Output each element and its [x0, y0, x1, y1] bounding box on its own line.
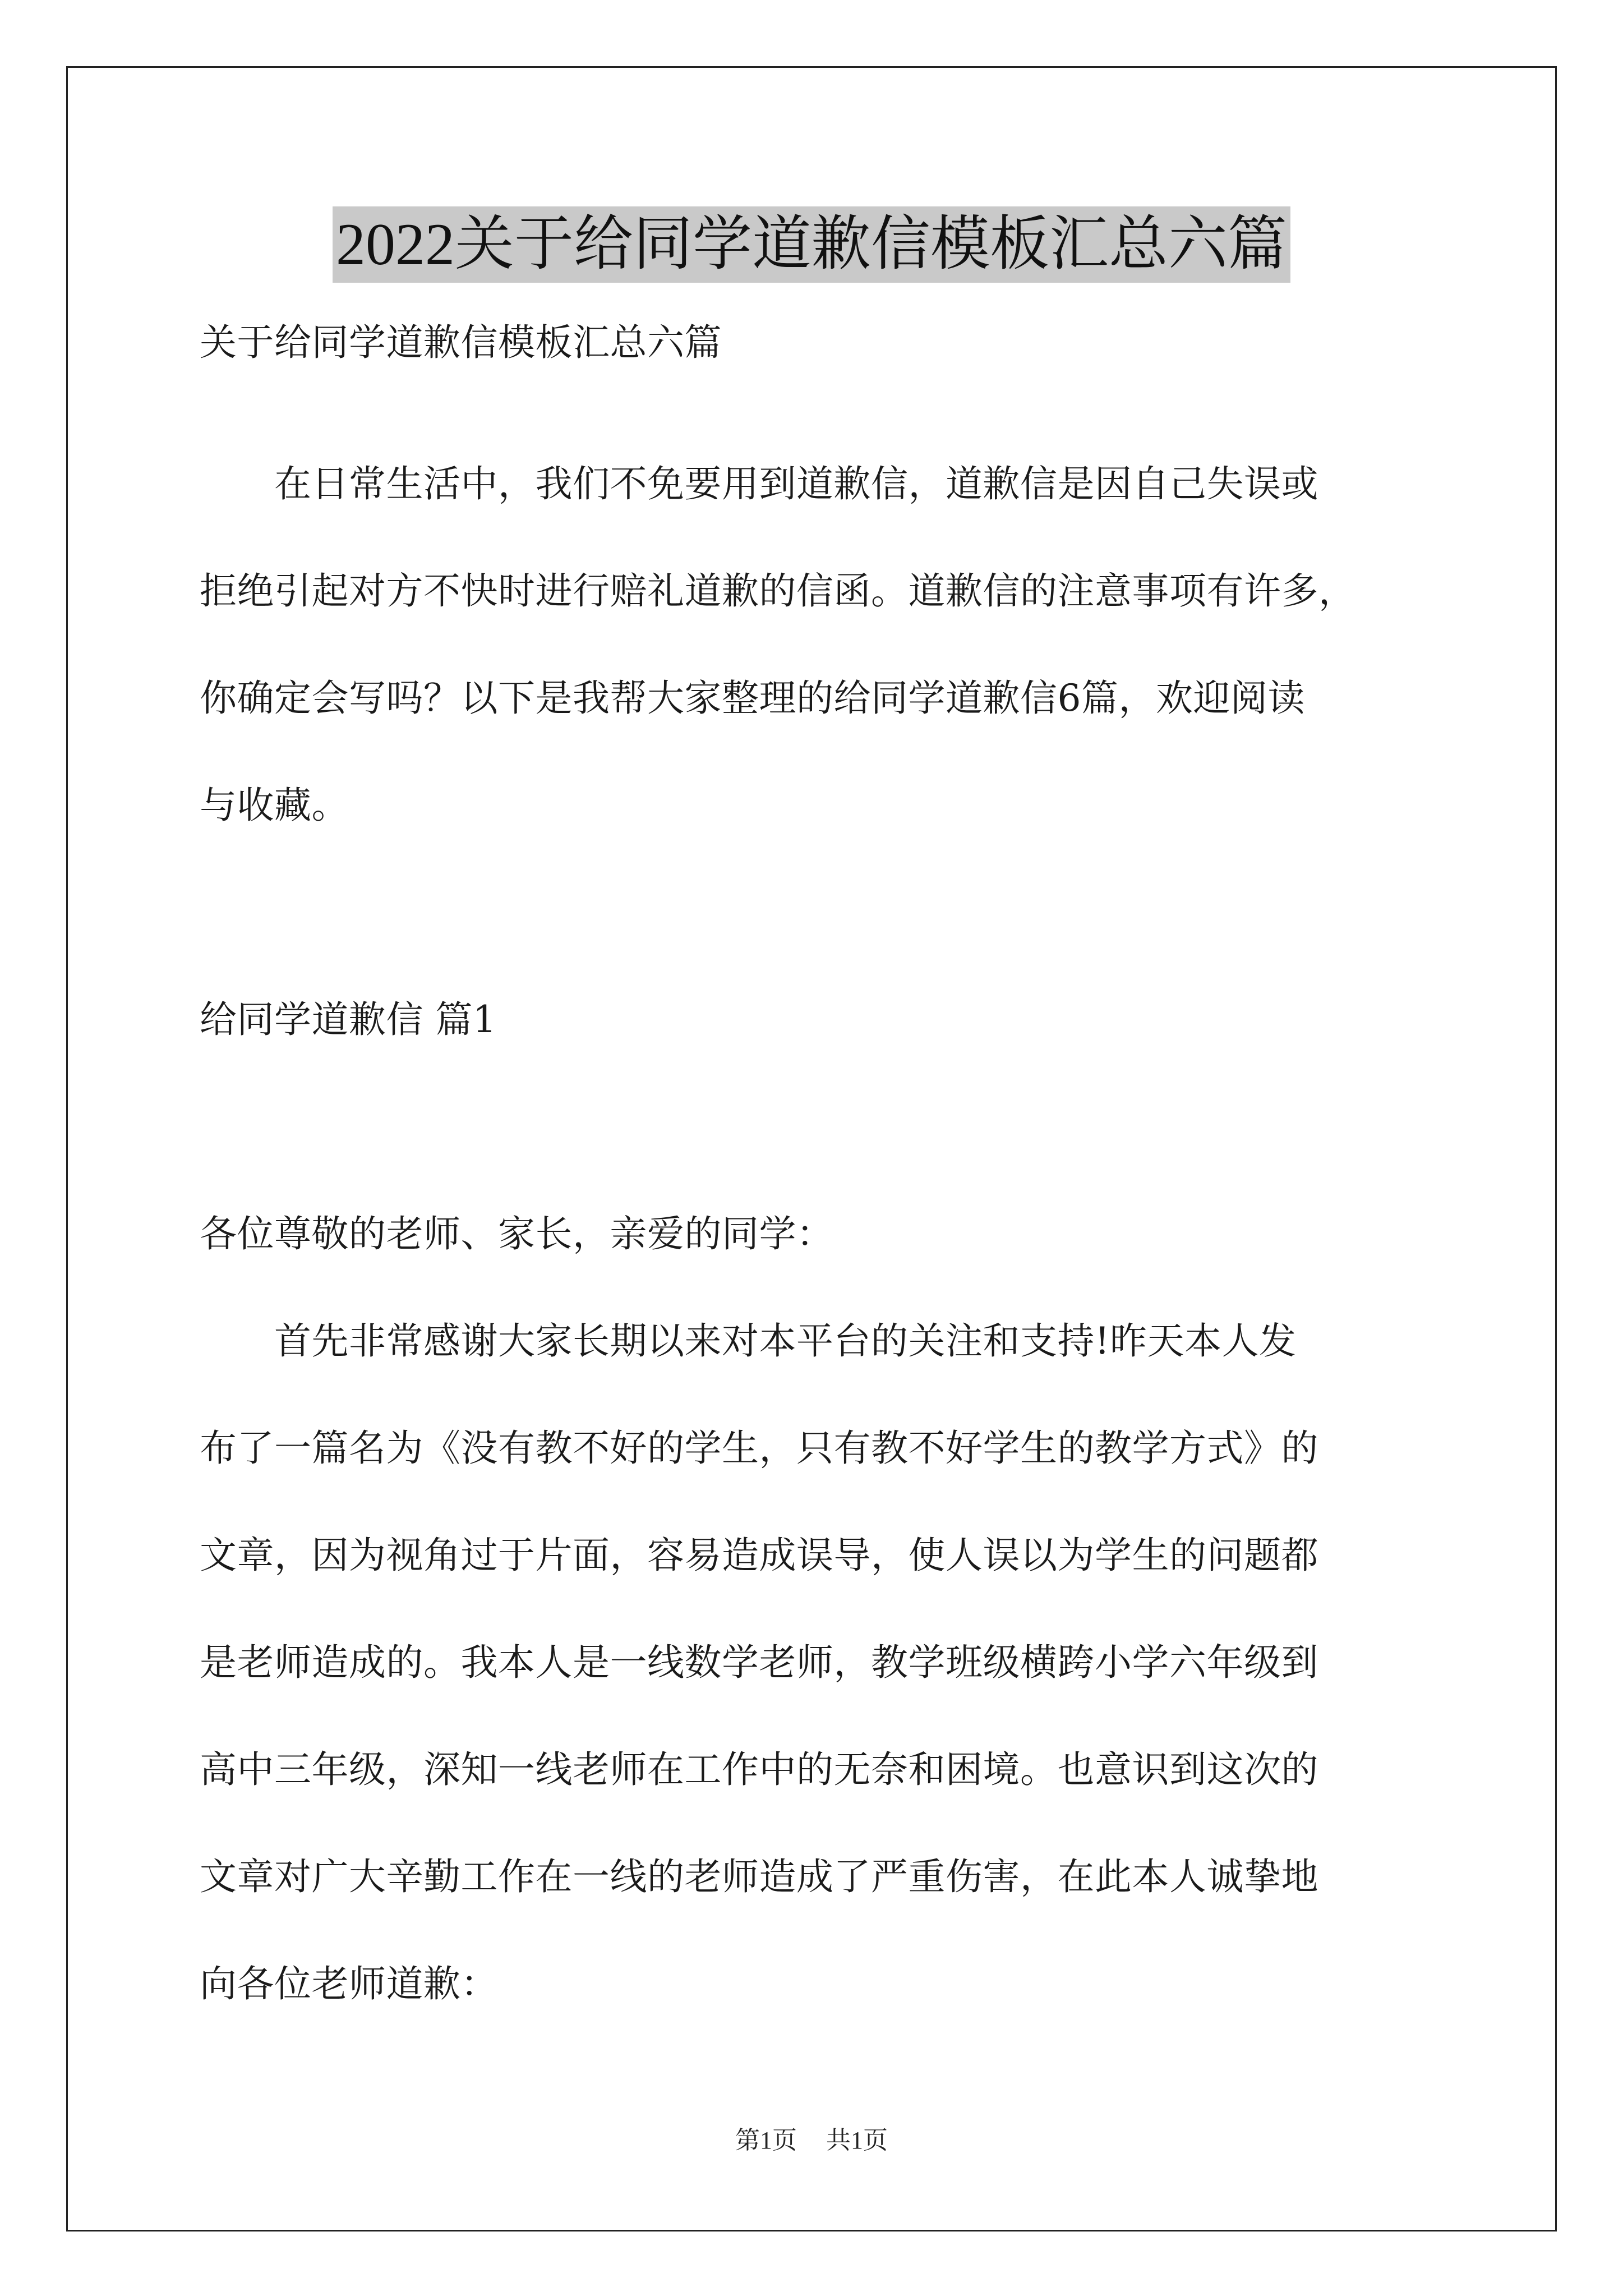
title-container	[0, 206, 1623, 283]
page-border	[66, 66, 1557, 2231]
section-heading: 给同学道歉信 篇1	[200, 998, 497, 1041]
body-line-1: 首先非常感谢大家长期以来对本平台的关注和支持!昨天本人发	[200, 1319, 1297, 1363]
body-line-4: 是老师造成的。我本人是一线数学老师，教学班级横跨小学六年级到	[200, 1641, 1318, 1684]
document-title: 2022关于给同学道歉信模板汇总六篇	[333, 206, 1290, 283]
body-line-3: 文章，因为视角过于片面，容易造成误导，使人误以为学生的问题都	[200, 1534, 1318, 1577]
page-number-current: 第1页	[735, 2127, 797, 2154]
intro-line-3: 你确定会写吗？以下是我帮大家整理的给同学道歉信6篇，欢迎阅读	[200, 677, 1305, 720]
body-line-5: 高中三年级，深知一线老师在工作中的无奈和困境。也意识到这次的	[200, 1748, 1318, 1791]
body-line-6: 文章对广大辛勤工作在一线的老师造成了严重伤害，在此本人诚挚地	[200, 1855, 1318, 1898]
body-line-2: 布了一篇名为《没有教不好的学生，只有教不好学生的教学方式》的	[200, 1427, 1318, 1470]
document-subtitle: 关于给同学道歉信模板汇总六篇	[200, 321, 722, 364]
page-number-total: 共1页	[826, 2127, 888, 2154]
salutation: 各位尊敬的老师、家长，亲爱的同学：	[200, 1212, 834, 1255]
intro-line-2: 拒绝引起对方不快时进行赔礼道歉的信函。道歉信的注意事项有许多，	[200, 569, 1356, 613]
intro-line-1: 在日常生活中，我们不免要用到道歉信，道歉信是因自己失误或	[200, 462, 1318, 505]
page-footer	[0, 2124, 1623, 2157]
body-line-7: 向各位老师道歉：	[200, 1962, 498, 2005]
intro-line-4: 与收藏。	[200, 784, 349, 827]
